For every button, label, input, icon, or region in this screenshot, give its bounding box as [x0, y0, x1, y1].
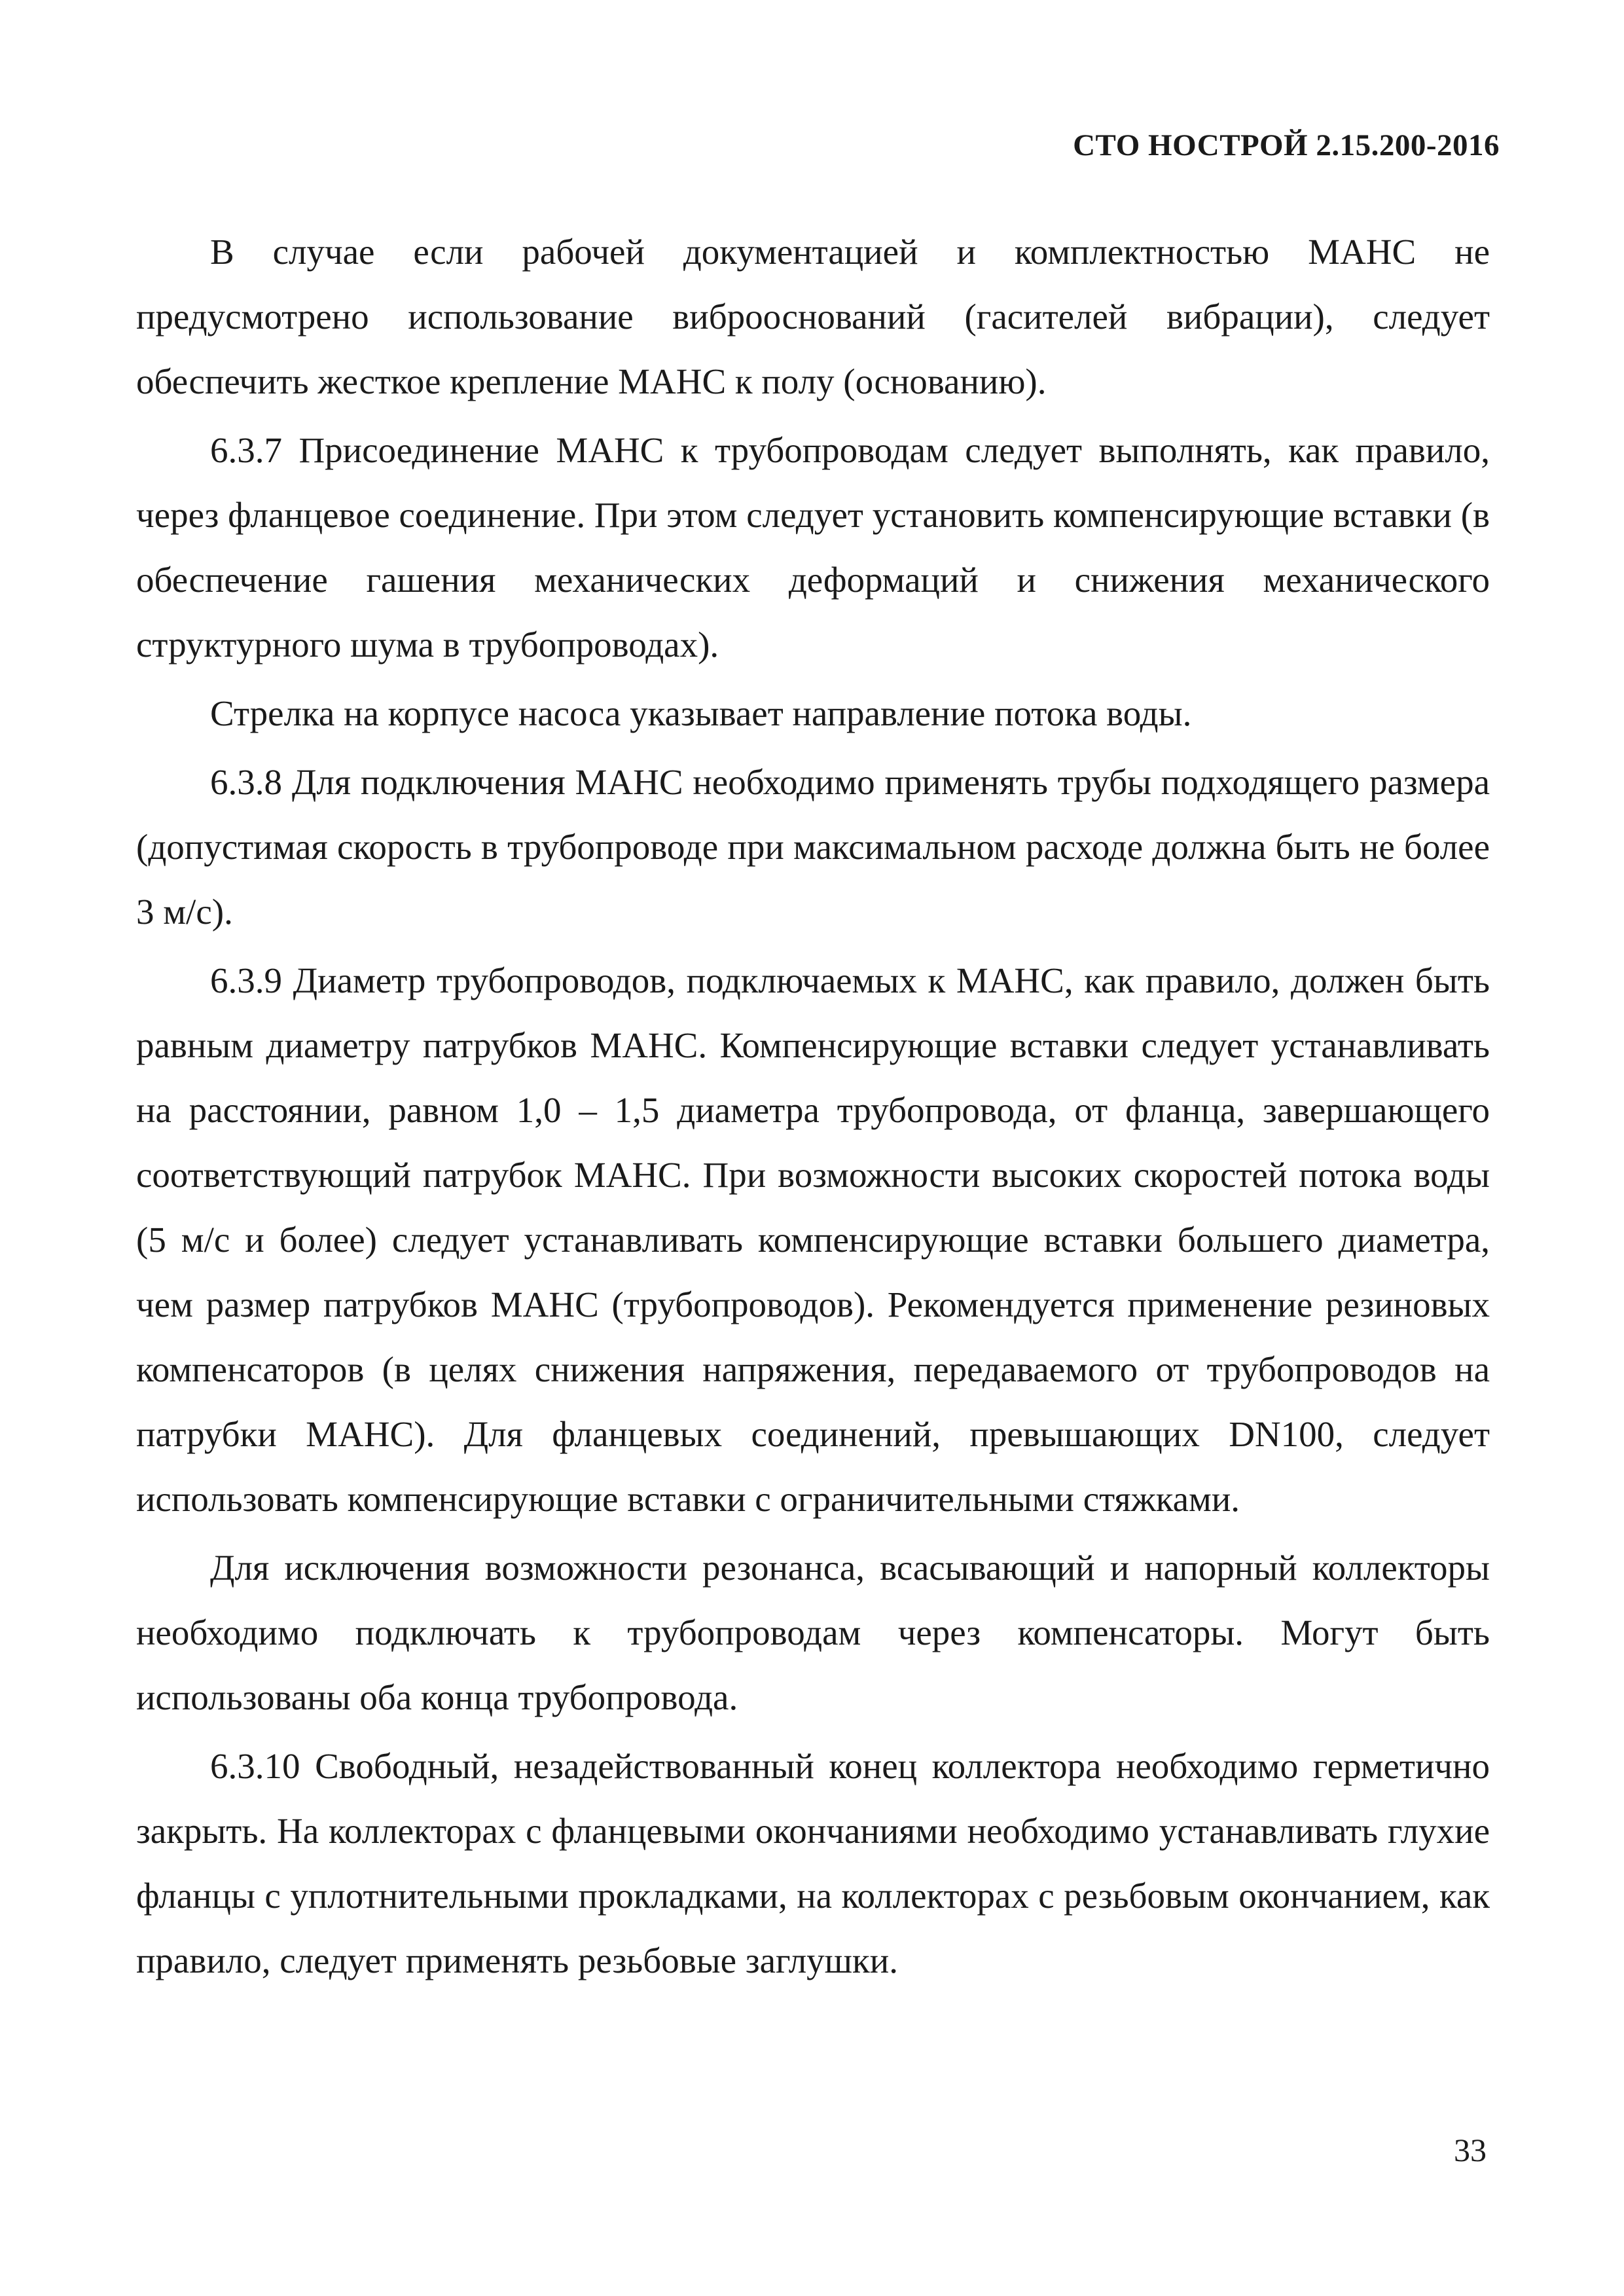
document-code-header: СТО НОСТРОЙ 2.15.200-2016 — [1073, 128, 1500, 162]
body-text — [136, 219, 1490, 1997]
paragraph-6-3-8: 6.3.8 Для подключения МАНС необходимо применять трубы подходящего размера (допустимая скорость в трубопроводе при максимальном расходе должна быть не более 3 м/с). — [136, 762, 1490, 932]
page-number: 33 — [1454, 2132, 1487, 2168]
paragraph-6-3-9: 6.3.9 Диаметр трубопроводов, подключаемых к МАНС, как правило, должен быть равным диаметру патрубков МАНС. Компенсирующие вставки следует устанавливать на расстоянии, равном 1,0 – 1,5 диаметра трубопровода, от фланца, завершающего соответствующий патрубок МАНС. При возможности высоких скоростей потока воды (5 м/с и более) следует устанавливать компенсирующие вставки большего диаметра, чем размер патрубков МАНС (трубопроводов). Рекомендуется применение резиновых компенсаторов (в целях снижения напряжения, передаваемого от трубопроводов на патрубки МАНС). Для фланцевых соединений, превышающих DN100, следует использовать компенсирующие вставки с ограничительными стяжками. — [136, 960, 1490, 1519]
paragraph-resonance: Для исключения возможности резонанса, всасывающий и напорный коллекторы необходимо подключать к трубопроводам через компенсаторы. Могут быть использованы оба конца трубопровода. — [136, 1548, 1490, 1717]
paragraph-6-3-7: 6.3.7 Присоединение МАНС к трубопроводам следует выполнять, как правило, через фланцевое соединение. При этом следует установить компенсирующие вставки (в обеспечение гашения механических деформаций и снижения механического структурного шума в трубопроводах). — [136, 430, 1490, 665]
paragraph-6-3-10: 6.3.10 Свободный, незадействованный конец коллектора необходимо герметично закрыть. На коллекторах с фланцевыми окончаниями необходимо устанавливать глухие фланцы с уплотнительными прокладками, на коллекторах с резьбовым окончанием, как правило, следует применять резьбовые заглушки. — [136, 1746, 1490, 1980]
paragraph-pump-arrow: Стрелка на корпусе насоса указывает направление потока воды. — [210, 693, 1192, 733]
paragraph-vibration-mounts: В случае если рабочей документацией и комплектностью МАНС не предусмотрено использование виброоснований (гасителей вибрации), следует обеспечить жесткое крепление МАНС к полу (основанию). — [136, 232, 1490, 401]
